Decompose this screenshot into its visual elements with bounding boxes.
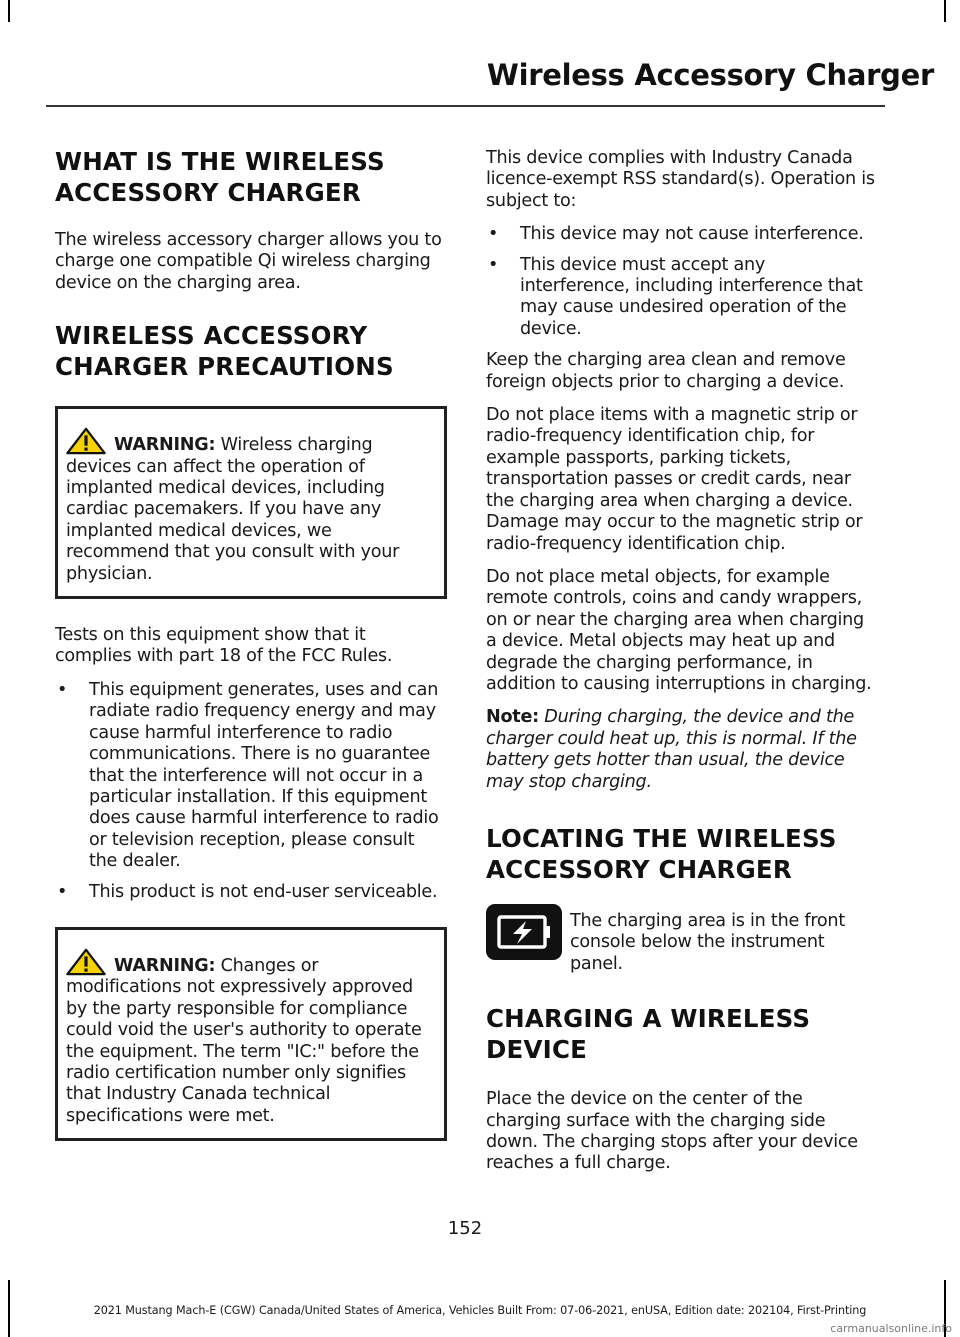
list-item-text: This device must accept any interference, including interference that may cause undesired operation of the device.	[520, 254, 863, 339]
metal-objects-paragraph: Do not place metal objects, for example remote controls, coins and candy wrappers, on or near the charging area when charging a device. Metal objects may heat up and degrade the charging performance, in addition to causing interruptions in charging.	[486, 566, 872, 694]
list-item	[486, 255, 878, 341]
warning-text: Wireless charging devices can affect the operation of implanted medical devices, including cardiac pacemakers. If you have any implanted medical devices, we recommend that you consult with your physician.	[66, 435, 400, 584]
warning-text: Changes or modifications not expressively approved by the party responsible for compliance could void the user's authority to operate the equipment. The term "IC:" before the radio certification number only signifies that Industry Canada technical specifications were met.	[66, 955, 422, 1126]
ic-bullet-list	[486, 224, 878, 340]
page-number: 152	[447, 1218, 483, 1239]
header-divider	[46, 105, 885, 107]
crop-mark-top-right	[944, 0, 946, 22]
watermark: carmanualsonline.info	[830, 1322, 952, 1335]
bullet-glyph: •	[488, 254, 499, 275]
intro-paragraph: The wireless accessory charger allows you to charge one compatible Qi wireless charging device on the charging area.	[55, 230, 442, 293]
note-text: During charging, the device and the charger could heat up, this is normal. If the battery gets hotter than usual, the device may stop charging.	[486, 707, 857, 792]
list-item-text: This device may not cause interference.	[520, 224, 864, 245]
fcc-bullet-list	[55, 680, 447, 903]
warning-triangle-icon	[64, 948, 108, 976]
magnetic-strip-paragraph: Do not place items with a magnetic strip or radio-frequency identification chip, for example passports, parking tickets, transportation passes or credit cards, near the charging area when charging a device. Damage may occur to the magnetic strip or radio-frequency identification chip.	[486, 405, 863, 554]
right-column	[486, 148, 878, 1187]
wireless-charger-icon	[486, 904, 562, 960]
fcc-paragraph: Tests on this equipment show that it complies with part 18 of the FCC Rules.	[55, 625, 393, 667]
note-label: Note:	[486, 707, 539, 728]
list-item	[55, 680, 447, 873]
list-item	[486, 224, 878, 245]
page-header-title: Wireless Accessory Charger	[486, 58, 934, 92]
crop-mark-top-left	[8, 0, 10, 22]
clean-area-paragraph: Keep the charging area clean and remove foreign objects prior to charging a device.	[486, 350, 846, 392]
bullet-glyph: •	[57, 881, 68, 902]
list-item-text: This product is not end-user serviceable.	[89, 881, 438, 902]
industry-canada-paragraph: This device complies with Industry Canada licence-exempt RSS standard(s). Operation is subject to:	[486, 148, 875, 211]
list-item-text: This equipment generates, uses and can radiate radio frequency energy and may cause harmful interference to radio communications. There is no guarantee that the interference will not occur in a particular installation. If this equipment does cause harmful interference to radio or television reception, please consult the dealer.	[89, 679, 439, 872]
section-heading-charging: CHARGING A WIRELESS DEVICE	[486, 1004, 811, 1065]
section-heading-precautions: WIRELESS ACCESSORY CHARGER PRECAUTIONS	[55, 321, 394, 382]
list-item	[55, 882, 447, 903]
locating-row	[486, 911, 878, 975]
warning-box-medical	[55, 406, 447, 599]
warning-label: WARNING:	[114, 435, 216, 456]
section-heading-what-is: WHAT IS THE WIRELESS ACCESSORY CHARGER	[55, 147, 385, 207]
bullet-glyph: •	[488, 224, 499, 245]
warning-label: WARNING:	[114, 955, 216, 976]
warning-box-modifications	[55, 927, 447, 1141]
footer-edition-info: 2021 Mustang Mach-E (CGW) Canada/United States of America, Vehicles Built From: 07-06-2021, enUSA, Edition date: 202104, First-Printing	[93, 1304, 867, 1317]
note-paragraph	[486, 707, 878, 793]
left-column	[55, 146, 447, 1167]
charging-paragraph: Place the device on the center of the charging surface with the charging side down. The charging stops after your device reaches a full charge.	[486, 1089, 858, 1174]
locating-text: The charging area is in the front console below the instrument panel.	[570, 910, 845, 974]
section-heading-locating: LOCATING THE WIRELESS ACCESSORY CHARGER	[486, 823, 837, 884]
bullet-glyph: •	[57, 679, 68, 700]
warning-triangle-icon	[64, 427, 108, 455]
